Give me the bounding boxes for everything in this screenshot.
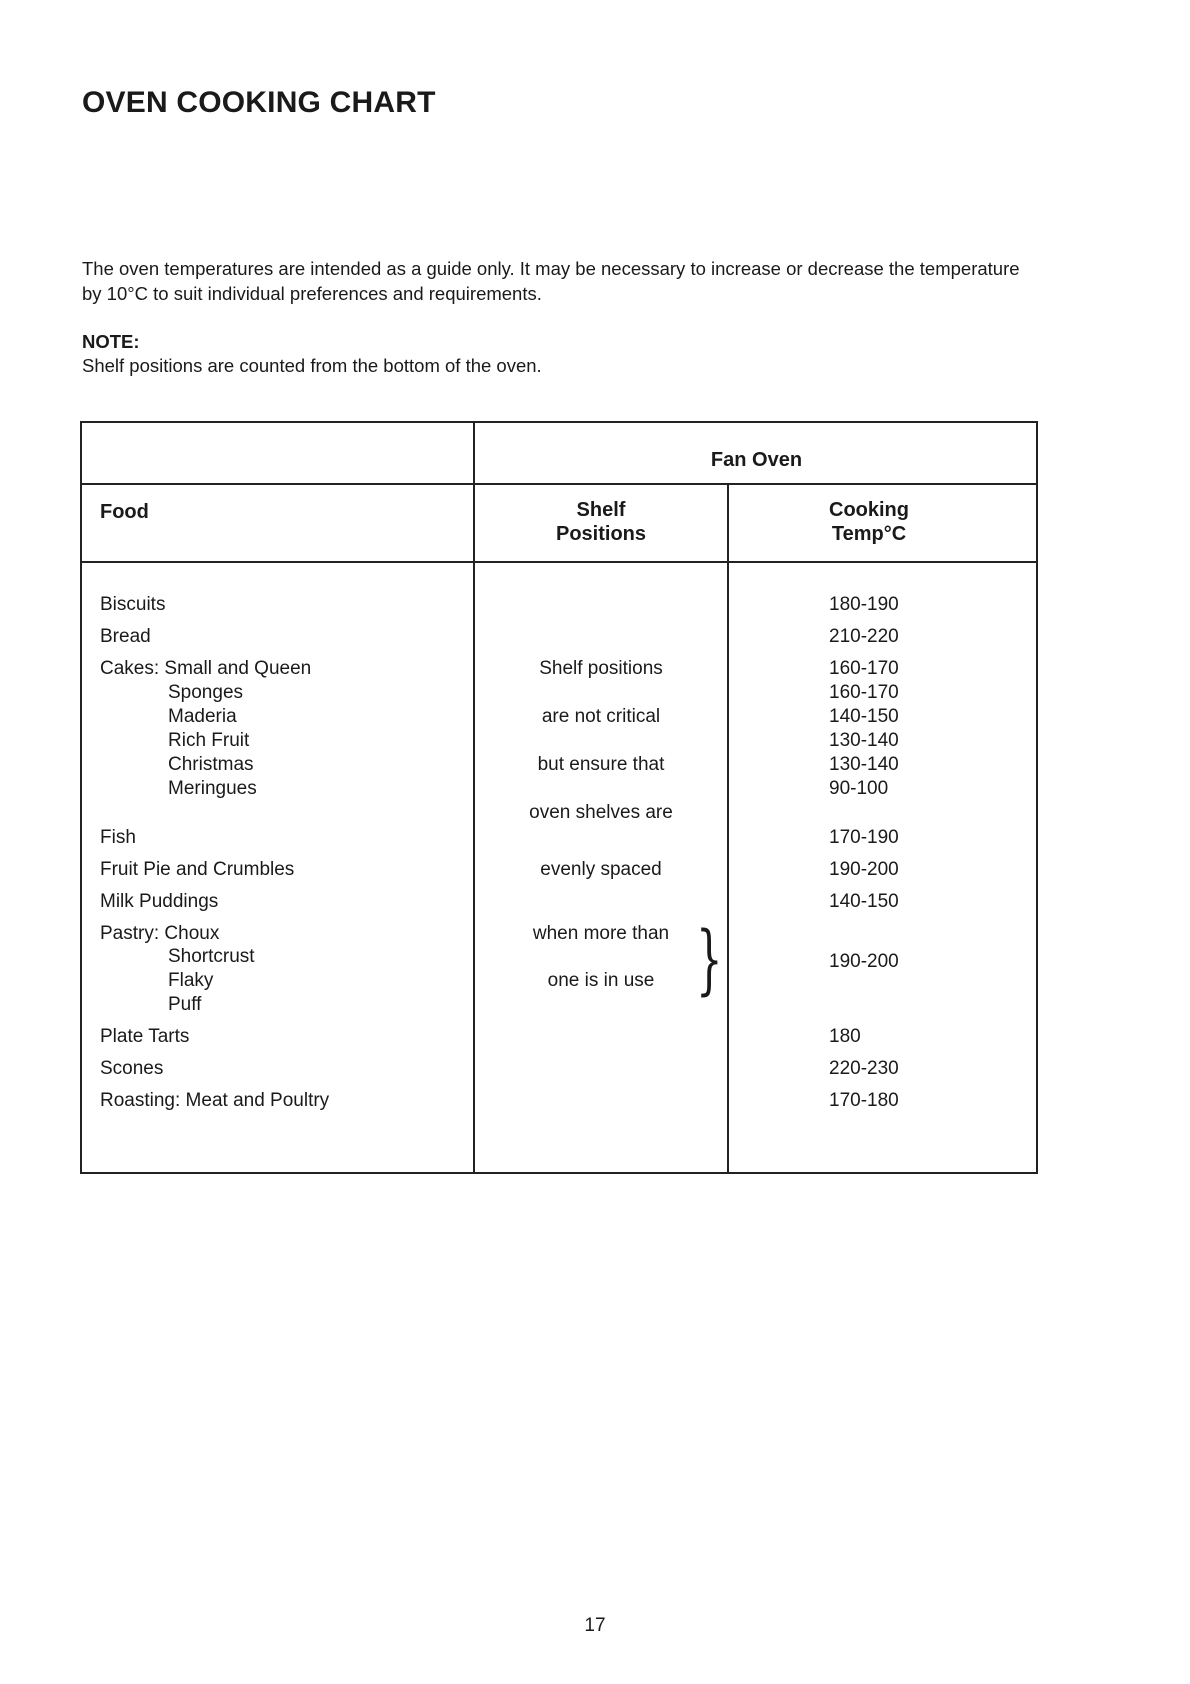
temp-fish: 170-190 [829,827,899,848]
header-cooking-temp [729,498,1009,546]
header-food: Food [100,501,149,523]
shelf-note-line: are not critical [541,706,661,727]
food-pastry-shortcrust: Shortcrust [168,946,255,967]
temp-cakes-rich-fruit: 130-140 [829,730,899,751]
food-plate-tarts: Plate Tarts [100,1026,190,1047]
row-divider-column-header [82,561,1036,563]
food-cakes-maderia: Maderia [168,706,237,727]
header-fan-oven: Fan Oven [710,449,803,471]
temp-cakes-christmas: 130-140 [829,754,899,775]
temp-cakes-small-queen: 160-170 [829,658,899,679]
header-shelf-line1: Shelf [576,499,626,521]
food-cakes-christmas: Christmas [168,754,254,775]
food-cakes-meringues: Meringues [168,778,257,799]
food-bread: Bread [100,626,151,647]
temp-plate-tarts: 180 [829,1026,861,1047]
temp-bread: 210-220 [829,626,899,647]
header-shelf-positions [475,498,727,546]
food-milk-puddings: Milk Puddings [100,891,219,912]
note-text: Shelf positions are counted from the bottom of the oven. [82,355,542,376]
shelf-note-line: oven shelves are [529,802,673,823]
column-divider-shelf [727,483,729,1172]
food-roasting-meat-poultry: Roasting: Meat and Poultry [100,1090,330,1111]
header-temp-line1: Cooking [829,499,909,521]
header-shelf-line2: Positions [555,523,646,545]
temp-fruit-pie-crumbles: 190-200 [829,859,899,880]
header-temp-line2: Temp°C [831,523,907,545]
shelf-note-line: one is in use [547,970,655,991]
shelf-note-line: when more than [532,923,670,944]
food-cakes-rich-fruit: Rich Fruit [168,730,250,751]
pastry-brace-icon: } [696,914,723,1003]
food-pastry-puff: Puff [168,994,202,1015]
shelf-note-line: but ensure that [537,754,665,775]
temp-cakes-meringues: 90-100 [829,778,889,799]
food-cakes-small-queen: Cakes: Small and Queen [100,658,312,679]
food-cakes-sponges: Sponges [168,682,244,703]
row-divider-group-header [82,483,1036,485]
temp-cakes-sponges: 160-170 [829,682,899,703]
shelf-note-line: Shelf positions [539,658,663,679]
cooking-chart-table [80,421,1038,1174]
food-pastry-choux: Pastry: Choux [100,923,220,944]
temp-cakes-maderia: 140-150 [829,706,899,727]
temp-milk-puddings: 140-150 [829,891,899,912]
note-label: NOTE: [82,331,140,352]
food-fruit-pie-crumbles: Fruit Pie and Crumbles [100,859,295,880]
food-scones: Scones [100,1058,164,1079]
food-biscuits: Biscuits [100,594,166,615]
temp-roasting-meat-poultry: 170-180 [829,1090,899,1111]
shelf-note-line: evenly spaced [540,859,662,880]
intro-paragraph: The oven temperatures are intended as a guide only. It may be necessary to increase or decrease the temperature by 10°C to suit individual preferences and requirements. [82,258,1020,304]
temp-pastry: 190-200 [829,951,899,972]
temp-scones: 220-230 [829,1058,899,1079]
page-number: 17 [584,1615,606,1636]
food-fish: Fish [100,827,136,848]
food-pastry-flaky: Flaky [168,970,214,991]
page-title: OVEN COOKING CHART [82,86,436,119]
temp-biscuits: 180-190 [829,594,899,615]
